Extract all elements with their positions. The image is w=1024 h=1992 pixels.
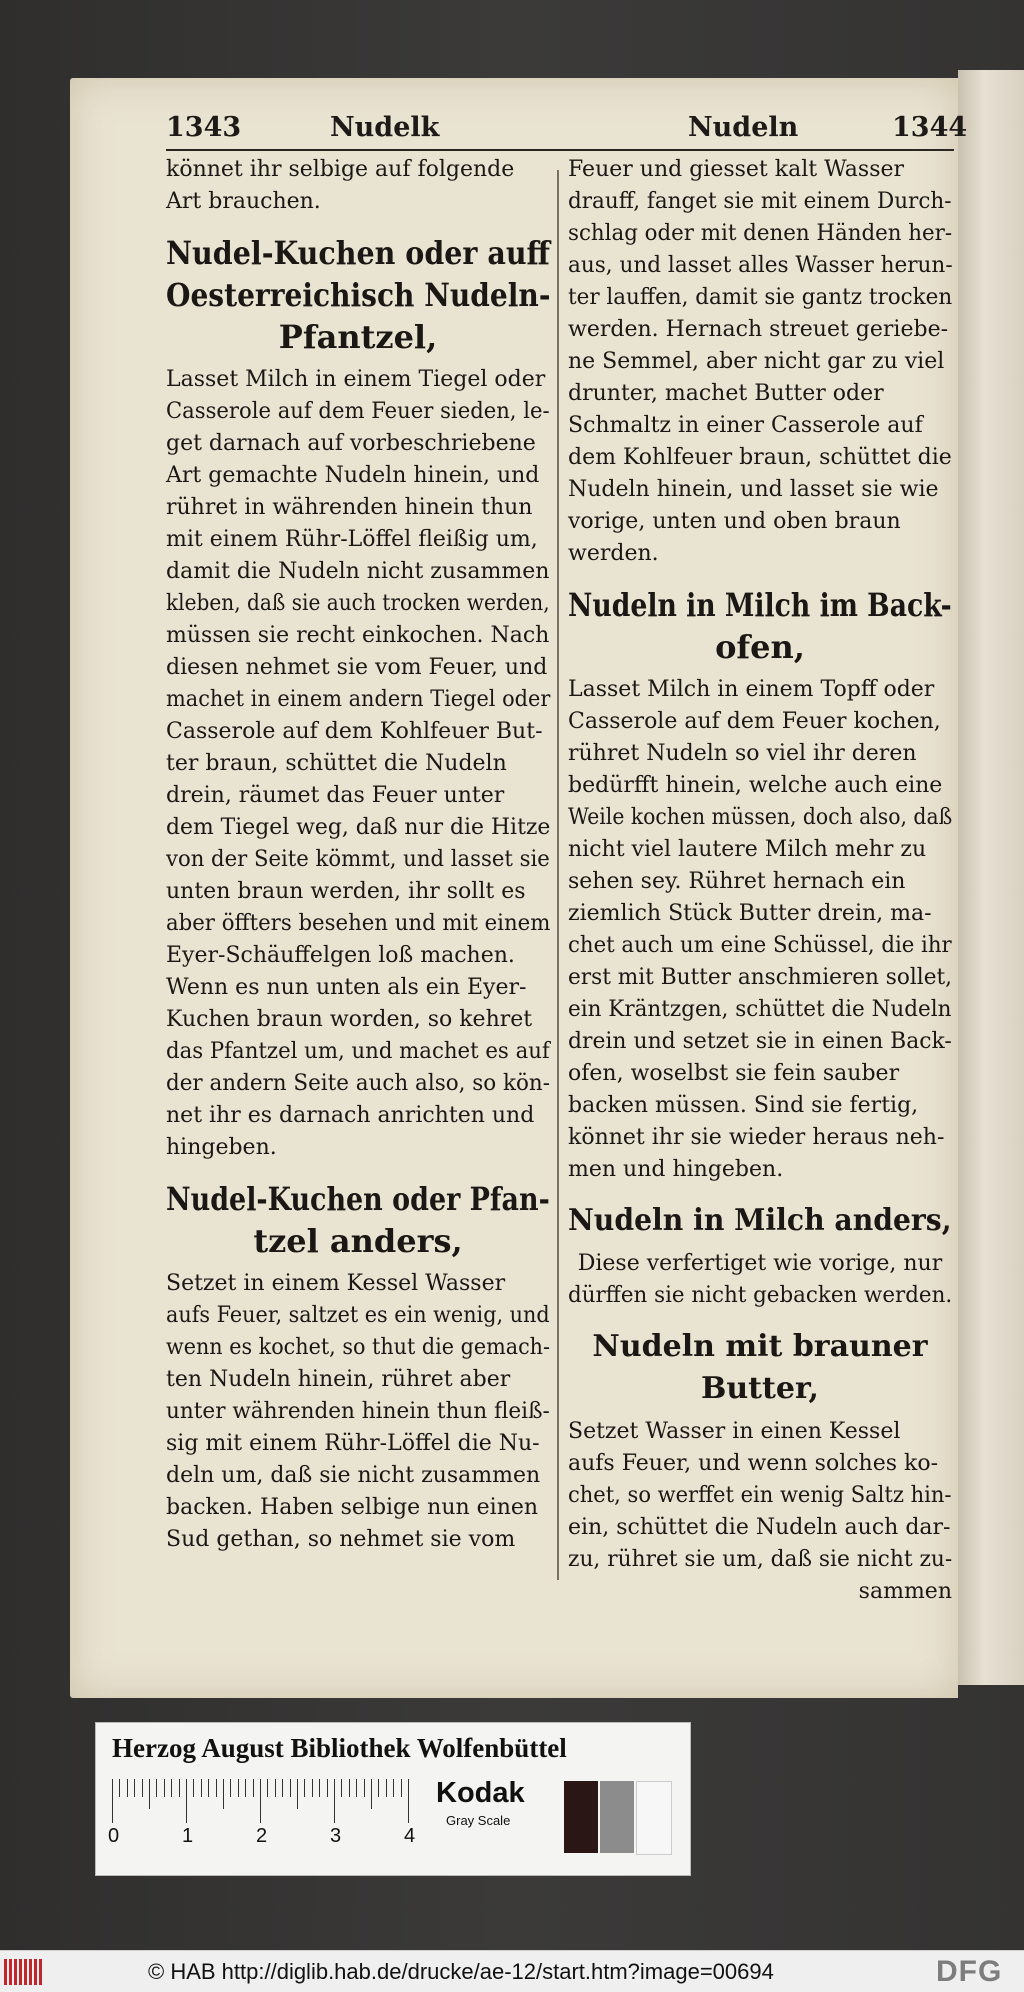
ruler-tick [371, 1779, 372, 1809]
right-intro [568, 154, 952, 570]
ruler-tick [267, 1779, 268, 1797]
text-line: Nudeln hinein, und lasset sie wie [568, 477, 939, 502]
recipe-title-nudel-kuchen [166, 232, 550, 358]
text-line: Sud gethan, so nehmet sie vom [166, 1527, 516, 1552]
text-line: zu, rühret sie um, daß sie nicht zu- [568, 1547, 953, 1572]
ruler-tick [208, 1779, 209, 1797]
ruler-tick [349, 1779, 350, 1797]
library-name: Herzog August Bibliothek Wolfenbüttel [112, 1733, 567, 1763]
ruler-tick [238, 1779, 239, 1797]
text-line: ein, schüttet die Nudeln auch dar- [568, 1515, 951, 1540]
gray-swatch [600, 1781, 634, 1853]
text-line: Weile kochen müssen, doch also, daß [568, 805, 953, 830]
text-line: Lasset Milch in einem Topff oder [568, 677, 935, 702]
text-line: wenn es kochet, so thut die gemach- [166, 1335, 551, 1360]
column-divider [557, 170, 559, 1580]
ruler-tick [401, 1779, 402, 1797]
text-line: dem Tiegel weg, daß nur die Hitze [166, 815, 551, 840]
text-line: hingeben. [166, 1135, 277, 1160]
ruler-tick [119, 1779, 120, 1797]
ruler-tick [282, 1779, 283, 1797]
text-line: drein, räumet das Feuer unter [166, 783, 505, 808]
white-swatch [636, 1781, 672, 1855]
text-line: sehen sey. Rühret hernach ein [568, 869, 906, 894]
ruler-tick [245, 1779, 246, 1797]
ruler-tick [253, 1779, 254, 1797]
ruler-tick [341, 1779, 342, 1797]
dark-swatch [564, 1781, 598, 1853]
text-line: drauff, fanget sie mit einem Durch- [568, 189, 952, 214]
ruler-tick [297, 1779, 298, 1809]
dfg-logo: DFG [936, 1955, 1003, 1988]
copyright-link[interactable]: © HAB http://diglib.hab.de/drucke/ae-12/start.htm?image=00694 [148, 1959, 774, 1984]
ruler-tick [364, 1779, 365, 1797]
recipe-heading-line: ofen, [715, 628, 805, 666]
ruler-tick [312, 1779, 313, 1797]
kodak-logo: Kodak [436, 1777, 525, 1809]
text-line: Schmaltz in einer Casserole auf [568, 413, 923, 438]
hab-logo-icon [4, 1959, 48, 1985]
recipe-heading-line: Nudeln mit brauner [592, 1329, 928, 1364]
recipe-body-nudeln-milch-backofen [568, 674, 952, 1186]
text-line: ten Nudeln hinein, rühret aber [166, 1367, 511, 1392]
text-line: drunter, machet Butter oder [568, 381, 884, 406]
text-line: backen müssen. Sind sie fertig, [568, 1093, 919, 1118]
recipe-title-nudeln-milch-anders [568, 1200, 952, 1242]
recipe-body-nudeln-brauner-butter [568, 1416, 952, 1608]
text-line: werden. [568, 541, 659, 566]
text-line: machet in einem andern Tiegel oder [166, 687, 551, 712]
ruler-tick [127, 1779, 128, 1797]
text-line: mit einem Rühr-Löffel fleißig um, [166, 527, 538, 552]
text-line: aus, und lasset alles Wasser herun- [568, 253, 953, 278]
ruler-tick [304, 1779, 305, 1797]
text-line: Eyer-Schäuffelgen loß machen. [166, 943, 515, 968]
ruler-tick [216, 1779, 217, 1797]
text-line: rühret Nudeln so viel ihr deren [568, 741, 917, 766]
text-line: diesen nehmet sie vom Feuer, und [166, 655, 548, 680]
ruler-tick [201, 1779, 202, 1797]
text-line: das Pfantzel um, und machet es auf [166, 1039, 550, 1064]
text-line: könnet ihr sie wieder heraus neh- [568, 1125, 945, 1150]
left-page-number: 1343 [166, 112, 242, 143]
gray-scale-label: Gray Scale [446, 1813, 511, 1828]
recipe-body-nudel-kuchen-anders [166, 1268, 550, 1556]
recipe-body-nudeln-milch-anders [568, 1248, 952, 1312]
recipe-title-nudeln-brauner-butter [568, 1326, 952, 1410]
ruler-tick [179, 1779, 180, 1797]
footer-bar [0, 1950, 1024, 1992]
text-line: deln um, daß sie nicht zusammen [166, 1463, 541, 1488]
ruler-number: 2 [256, 1825, 268, 1847]
text-line: Kuchen braun worden, so kehret [166, 1007, 533, 1032]
text-line: backen. Haben selbige nun einen [166, 1495, 539, 1520]
ruler-tick [193, 1779, 194, 1797]
ruler-tick [260, 1779, 261, 1823]
text-line: ein Kräntzgen, schüttet die Nudeln [568, 997, 952, 1022]
text-line: schlag oder mit denen Händen her- [568, 221, 953, 246]
ruler-tick [408, 1779, 409, 1823]
text-line: ofen, woselbst sie fein sauber [568, 1061, 900, 1086]
text-line: men und hingeben. [568, 1157, 784, 1182]
text-line: unten braun werden, ihr sollt es [166, 879, 526, 904]
text-line: Wenn es nun unten als ein Eyer- [166, 975, 527, 1000]
text-line: sammen [858, 1579, 952, 1604]
recipe-title-nudel-kuchen-anders [166, 1178, 550, 1262]
ruler-tick [230, 1779, 231, 1797]
right-column [568, 154, 952, 1608]
recipe-heading-line: Nudel-Kuchen oder auff [166, 234, 550, 272]
text-line: aufs Feuer, saltzet es ein wenig, und [166, 1303, 550, 1328]
ruler-number: 1 [182, 1825, 194, 1847]
ruler-tick [327, 1779, 328, 1797]
recipe-heading-line: Pfantzel, [278, 318, 438, 356]
text-line: ter braun, schüttet die Nudeln [166, 751, 507, 776]
recipe-body-nudel-kuchen [166, 364, 550, 1164]
text-line: müssen sie recht einkochen. Nach [166, 623, 550, 648]
recipe-heading-line: tzel anders, [253, 1222, 463, 1260]
ruler-scale [112, 1779, 408, 1827]
text-line: der andern Seite auch also, so kön- [166, 1071, 550, 1096]
text-line: Casserole auf dem Feuer sieden, le- [166, 399, 550, 424]
ruler-tick [149, 1779, 150, 1809]
text-line: kleben, daß sie auch trocken werden, [166, 591, 550, 616]
recipe-heading-line: Nudeln in Milch im Back- [568, 586, 952, 624]
right-page-number: 1344 [892, 112, 968, 143]
left-running-head: Nudelk [330, 112, 440, 143]
text-line: ne Semmel, aber nicht gar zu viel [568, 349, 945, 374]
ruler-tick [171, 1779, 172, 1797]
ruler-tick [386, 1779, 387, 1797]
text-line: erst mit Butter anschmieren sollet, [568, 965, 953, 990]
text-line: Setzet in einem Kessel Wasser [166, 1271, 506, 1296]
text-line: dem Kohlfeuer braun, schüttet die [568, 445, 952, 470]
text-line: get darnach auf vorbeschriebene [166, 431, 536, 456]
ruler-tick [223, 1779, 224, 1809]
ruler-tick [186, 1779, 187, 1823]
recipe-heading-line: Nudel-Kuchen oder Pfan- [166, 1180, 550, 1218]
text-line: aber öffters besehen und mit einem [166, 911, 551, 936]
text-line: rühret in währenden hinein thun [166, 495, 533, 520]
ruler-number: 0 [108, 1825, 120, 1847]
ruler-tick [156, 1779, 157, 1797]
left-intro [166, 154, 550, 218]
kodak-color-bar [95, 1722, 691, 1876]
ruler-tick [164, 1779, 165, 1797]
text-line: aufs Feuer, und wenn solches ko- [568, 1451, 939, 1476]
text-line: chet, so werffet ein wenig Saltz hin- [568, 1483, 952, 1508]
text-line: Feuer und giesset kalt Wasser [568, 157, 905, 182]
text-line: Setzet Wasser in einen Kessel [568, 1419, 901, 1444]
ruler-tick [275, 1779, 276, 1797]
adjacent-page-edge [958, 70, 1024, 1685]
ruler-tick [319, 1779, 320, 1797]
text-line: Art gemachte Nudeln hinein, und [166, 463, 540, 488]
left-column [166, 154, 550, 1556]
text-line: von der Seite kömmt, und lasset sie [166, 847, 550, 872]
text-line: damit die Nudeln nicht zusammen [166, 559, 550, 584]
text-line: net ihr es darnach anrichten und [166, 1103, 535, 1128]
ruler-tick [290, 1779, 291, 1797]
text-line: drein und setzet sie in einen Back- [568, 1029, 952, 1054]
text-line: könnet ihr selbige auf folgende [166, 157, 515, 182]
text-line: ziemlich Stück Butter drein, ma- [568, 901, 932, 926]
ruler-number: 4 [404, 1825, 416, 1847]
ruler-tick [393, 1779, 394, 1797]
recipe-heading-line: Nudeln in Milch anders, [568, 1203, 952, 1238]
text-line: Diese verfertiget wie vorige, nur [577, 1251, 943, 1276]
text-line: Lasset Milch in einem Tiegel oder [166, 367, 546, 392]
recipe-heading-line: Butter, [700, 1371, 820, 1406]
text-line: Art brauchen. [166, 189, 321, 214]
ruler-tick [134, 1779, 135, 1797]
ruler-number: 3 [330, 1825, 342, 1847]
ruler-tick [334, 1779, 335, 1823]
text-line: nicht viel lautere Milch mehr zu [568, 837, 927, 862]
right-running-head: Nudeln [688, 112, 799, 143]
text-line: unter währenden hinein thun fleiß- [166, 1399, 550, 1424]
recipe-title-nudeln-milch-backofen [568, 584, 952, 668]
text-line: sig mit einem Rühr-Löffel die Nu- [166, 1431, 540, 1456]
ruler-tick [142, 1779, 143, 1797]
text-line: Casserole auf dem Kohlfeuer But- [166, 719, 543, 744]
text-line: vorige, unten und oben braun [568, 509, 901, 534]
text-line: bedürfft hinein, welche auch eine [568, 773, 943, 798]
header-rule [166, 149, 954, 151]
text-line: chet auch um eine Schüssel, die ihr [568, 933, 952, 958]
text-line: werden. Hernach streuet geriebe- [568, 317, 949, 342]
recipe-heading-line: Oesterreichisch Nudeln- [166, 276, 551, 314]
text-line: ter lauffen, damit sie gantz trocken [568, 285, 953, 310]
text-line: Casserole auf dem Feuer kochen, [568, 709, 941, 734]
text-line: dürffen sie nicht gebacken werden. [568, 1283, 953, 1308]
ruler-tick [112, 1779, 113, 1823]
ruler-tick [356, 1779, 357, 1797]
ruler-tick [378, 1779, 379, 1797]
